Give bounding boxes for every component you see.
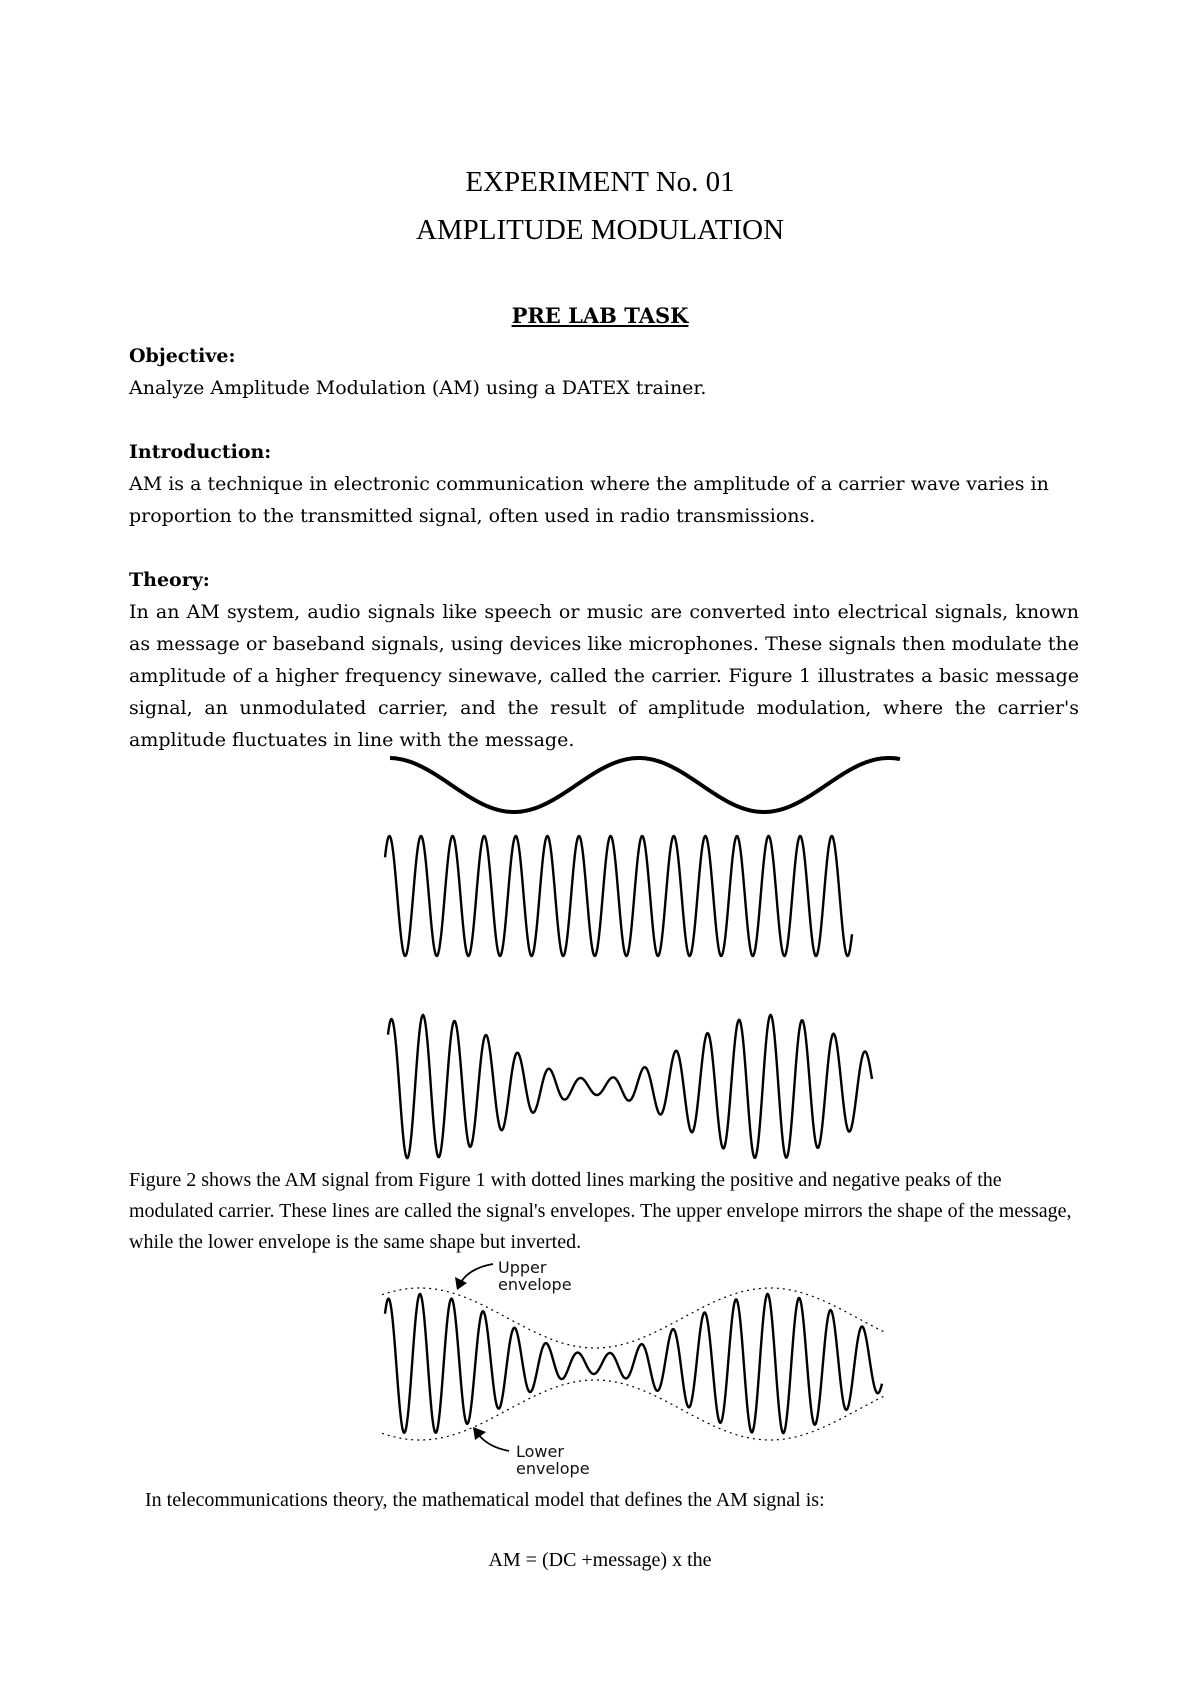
upper-envelope-label-line1: Upper [498,1258,547,1277]
am-formula: AM = (DC +message) x the [488,1549,712,1571]
experiment-title: AMPLITUDE MODULATION [415,214,785,246]
upper-envelope-label [498,1259,572,1293]
upper-envelope-label-line2: envelope [498,1275,572,1294]
upper-envelope-arrow [455,1264,493,1290]
section-title: PRE LAB TASK [511,303,689,328]
lower-envelope-label-line2: envelope [516,1459,590,1478]
lower-envelope-label-line1: Lower [516,1442,564,1461]
objective-heading: Objective: [129,345,236,367]
experiment-number: EXPERIMENT No. 01 [465,166,735,198]
figure-2-paragraph: Figure 2 shows the AM signal from Figure 1 with dotted lines marking the positive and negative peaks of the modulated carrier. These lines are called the signal's envelopes. The upper envelope mirrors the shape of the message, while the lower envelope is the same shape but inverted. [129,1169,1072,1253]
theory-text: In an AM system, audio signals like speech or music are converted into electrical signals, known as message or baseband signals, using devices like microphones. These signals then modulate the amplitude of a higher frequency sinewave, called the carrier. Figure 1 illustrates a basic message signal, an unmodulated carrier, and the result of amplitude modulation, where the carrier's amplitude fluctuates in line with the message. [129,601,1079,751]
introduction-text: AM is a technique in electronic communication where the amplitude of a carrier wave varies in proportion to the transmitted signal, often used in radio transmissions. [129,473,1049,527]
math-model-intro: In telecommunications theory, the mathematical model that defines the AM signal is: [145,1489,825,1511]
introduction-heading: Introduction: [129,441,272,463]
theory-heading: Theory: [129,569,210,591]
am-signal-wave-with-envelopes [385,1294,882,1433]
lower-envelope-arrow [473,1427,509,1451]
objective-text: Analyze Amplitude Modulation (AM) using a DATEX trainer. [129,377,707,399]
lower-envelope-label [516,1443,590,1477]
